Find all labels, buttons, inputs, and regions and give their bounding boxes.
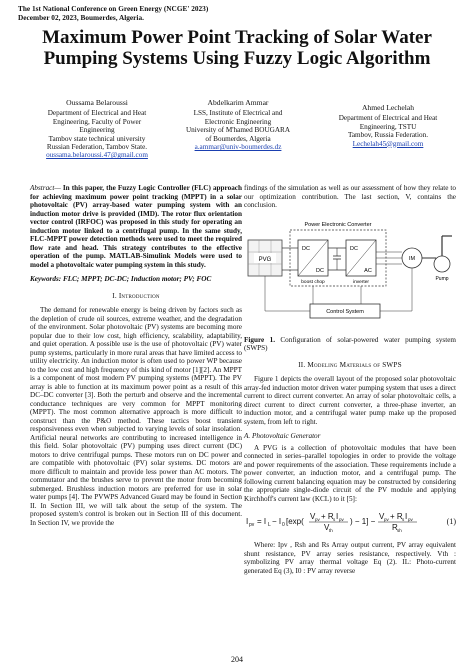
author-affiliation: Department of Electrical and Heat	[47, 109, 147, 118]
svg-text:0: 0	[282, 522, 285, 528]
svg-text:I: I	[336, 512, 339, 521]
author-affiliation: University of M'hamed BOUGARA	[185, 126, 291, 135]
author-affiliation: Engineering, TSTU	[359, 122, 417, 131]
intro-paragraph: The demand for renewable energy is being driven by factors such as the depletion of crude oil sources, extreme weather, and the degradation of the environment. Solar photovoltaic (PV) systems are becoming more popular due to their low cost, high efficiency, scalability, adaptability, and quiet operation. A possible use is the use of photovoltaic (PV) water pump systems, particularly in more rural areas that have limited access to utility electricity. An induction motor is often used to power WP because to the low cost and high frequency of this kind of motor [1][2]. An MPPT is a component of most modern PV pumping systems (MPPT). The PV array is able to function at its maximum power point as a result of this DC–DC converter [3]. Both the perturb and observe and the incremental conductance techniques are very common for MPPT monitoring (MPPT). The most common alternative approach is more difficult to construct than the P&O method. These tactics boost transient responsiveness even when subjected to varying levels of solar insolation. Artificial neural networks are contributing to increased intelligence in this field. Solar photovoltaic (PV) pumping uses direct current (DC) motors to drive centrifugal pumps. These motors run on DC power and are compatible with photovoltaic (PV) solar systems. DC motors are more difficult to maintain and provide less power than AC motors. The commutator and the brushes serve to prevent the motor from becoming submerged. Brushless induction motors are preferred for use in solar water pumps [4]. The PVWPS Advanced Guard may be found in Section II. In Section III, we will talk about the setup of the system. The proposed system's control is broken out in Section III of this document. In Section IV, we provide the	[30, 306, 242, 527]
author-email[interactable]: Lechelah45@gmail.com	[352, 139, 424, 148]
svg-text:V: V	[324, 523, 330, 532]
author-block-1	[22, 99, 172, 160]
author-email[interactable]: oussama.belaroussi.47@gmail.com	[46, 151, 148, 160]
svg-text:pv: pv	[249, 522, 255, 528]
left-column	[30, 184, 242, 527]
author-email[interactable]: a.ammar@univ-boumerdes.dz	[194, 143, 282, 152]
svg-text:I: I	[405, 512, 408, 521]
figure-1	[244, 216, 456, 332]
svg-text:+ R: + R	[321, 512, 334, 521]
paper-title	[12, 27, 462, 69]
author-affiliation: Engineering, Faculty of Power	[52, 117, 142, 126]
subsection-heading-pv-generator: A. Photovoltaic Generator	[244, 432, 321, 440]
figure-caption-label: Figure 1.	[244, 335, 275, 344]
page-number: 204	[231, 655, 243, 664]
svg-text:pv: pv	[315, 517, 320, 522]
inverter-ac-label: AC	[364, 267, 372, 274]
svg-text:V: V	[310, 512, 316, 521]
section-heading-modeling: II. Modeling Materials of SWPS	[298, 360, 402, 369]
pump-icon	[434, 256, 450, 272]
keywords	[30, 275, 242, 284]
inverter-dc-label: DC	[350, 245, 358, 252]
author-block-3	[313, 104, 463, 148]
pv-label: PVG	[258, 256, 272, 263]
svg-text:pv: pv	[384, 517, 389, 522]
title-line-1: Maximum Power Point Tracking of Solar Water	[42, 27, 432, 48]
author-affiliation: of Boumerdes, Algeria	[205, 134, 271, 143]
figure-caption-text: Configuration of solar-powered water pumping system (SWPS)	[244, 335, 456, 352]
svg-text:[exp(: [exp(	[286, 517, 304, 526]
modeling-paragraph: Figure 1 depicts the overall layout of the proposed solar photovoltaic array-fed induction motor driven water pumping system that uses a direct current to direct current converter. An array of solar photovoltaic cells, a direct current to direct current converter, a three-phase inverter, an induction motor, and a centrifugal water pump make up the proposed system, from left to right.	[244, 375, 456, 426]
author-affiliation: Russian Federation, Tambov State.	[46, 143, 148, 152]
keywords-label: Keywords:	[30, 275, 62, 283]
svg-text:sh: sh	[397, 528, 402, 533]
abstract-label: Abstract—	[30, 184, 61, 192]
svg-text:pv: pv	[408, 517, 413, 522]
conference-header	[18, 4, 208, 22]
title-line-2: Pumping Systems Using Fuzzy Logic Algorithm	[43, 48, 431, 69]
motor-label: IM	[408, 255, 416, 262]
svg-text:R: R	[392, 523, 398, 532]
svg-text:th: th	[329, 528, 333, 533]
svg-text:s: s	[333, 517, 336, 522]
author-name: Ahmed Lechelah	[361, 103, 415, 112]
svg-text:V: V	[379, 512, 385, 521]
svg-text:= I: = I	[257, 517, 267, 526]
abstract	[30, 184, 242, 269]
pump-label: Pump	[435, 275, 449, 282]
pv-paragraph: A PVG is a collection of photovoltaic modules that have been connected in series–parallel topologies in order to provide the voltage and power requirements of the association. These requirements include a power converter, an induction motor, and a centrifugal pump. The following current balancing equation may be constructed by considering the appropriate single-diode circuit of the PV module and applying Kirchhoff's current law (KCL) to it [5]:	[244, 443, 456, 503]
svg-text:I: I	[246, 517, 249, 526]
intro-continuation: findings of the simulation as well as our assessment of how they relate to our optimization contribution. The last section, V, contains the conclusion.	[244, 184, 456, 209]
control-system-label: Control System	[326, 308, 364, 315]
svg-text:+ R: + R	[390, 512, 403, 521]
equation-number: (1)	[446, 517, 456, 526]
dc-dc-in-label: DC	[302, 245, 310, 252]
conference-line-2: December 02, 2023, Boumerdes, Algeria.	[18, 13, 144, 22]
converter-box-title: Power Electronic Converter	[304, 221, 372, 228]
dc-dc-out-label: DC	[316, 267, 324, 274]
system-diagram	[244, 216, 456, 332]
author-affiliation: Engineering	[79, 126, 115, 135]
svg-text:L: L	[268, 522, 271, 528]
equation-1	[244, 509, 456, 535]
author-affiliation: LSS, Institute of Electrical and	[193, 109, 283, 118]
equation-1-formula	[244, 509, 434, 535]
abstract-text: In this paper, the Fuzzy Logic Controller (FLC) approach for achieving maximum power point tracking (MPPT) in a solar photovoltaic (PV) array-based water pumping system with an induction motor drive is provided (IMD). The rotor flux orientation vector control (IRFOC) was proposed in this study for operating an induction motor linked to a centrifugal pump. In the same study, FLC-MPPT power detection methods were used to meet the required flow rate and head. This strategy contributes to the effective operation of the pump. MATLAB-Simulink Models were used to model a photovoltaic water pumping system in this study.	[30, 184, 242, 269]
inverter-label: inverter	[353, 279, 369, 285]
svg-text:− I: − I	[272, 517, 282, 526]
author-affiliation: Tambov, Russia Federation.	[347, 131, 429, 140]
author-affiliation: Tambov state technical university	[48, 134, 146, 143]
svg-text:s: s	[402, 517, 405, 522]
author-block-2	[163, 99, 313, 151]
figure-caption	[244, 336, 456, 353]
author-affiliation: Department of Electrical and Heat	[338, 114, 438, 123]
section-heading-introduction: I. Introduction	[112, 291, 160, 300]
boost-chop-label: boost chop	[301, 279, 325, 285]
svg-text:pv: pv	[339, 517, 344, 522]
where-paragraph: Where: Ipv , Rsh and Rs Array output current, PV array equivalent shunt resistance, PV array series resistance, respectively. Vth : symbolizing PV array thermal voltage Eq (2). IL: Photo-current generated Eq (3), I0 : PV array reverse	[244, 541, 456, 575]
author-name: Abdelkarim Ammar	[207, 98, 269, 107]
author-name: Oussama Belaroussi	[66, 98, 128, 107]
conference-line-1: The 1st National Conference on Green Energy (NCGE' 2023)	[18, 4, 209, 13]
author-affiliation: Electronic Engineering	[204, 117, 272, 126]
svg-text:) − 1] −: ) − 1] −	[350, 517, 376, 526]
right-column	[244, 184, 456, 575]
keywords-text: FLC; MPPT; DC-DC; Induction motor; PV; FOC	[61, 275, 212, 283]
